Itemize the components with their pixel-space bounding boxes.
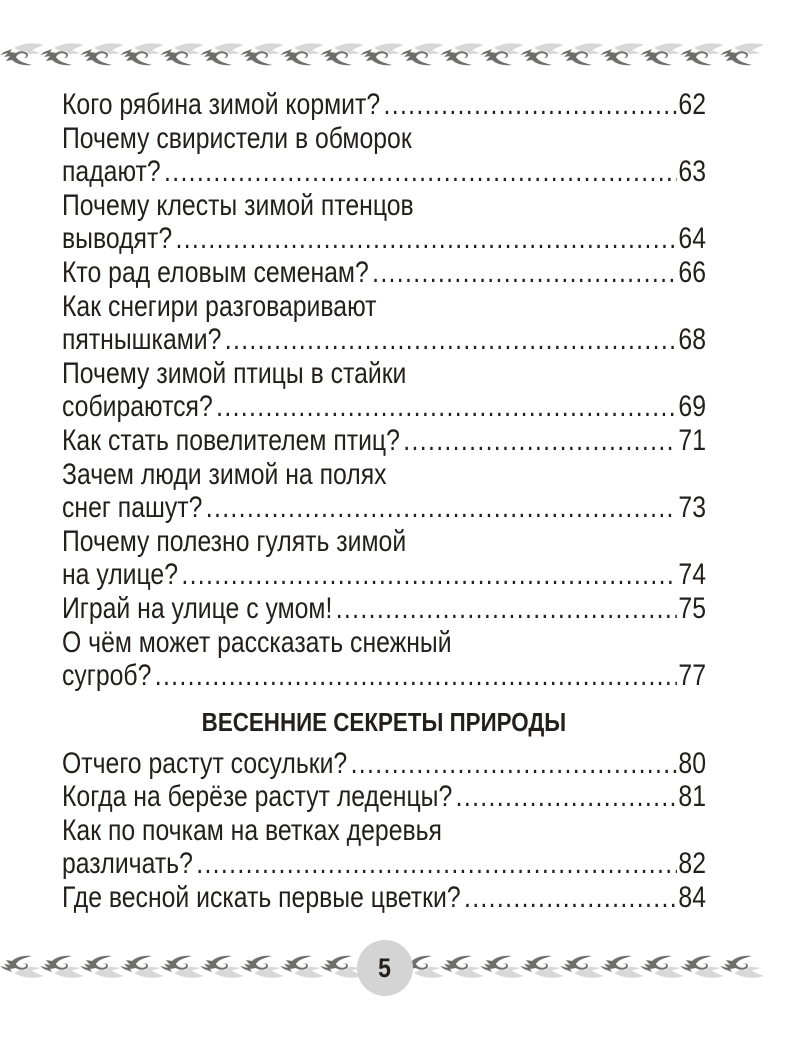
dot-leader — [155, 659, 677, 693]
dot-leader — [464, 881, 677, 915]
toc-entry-birch-candy[interactable] — [62, 780, 706, 814]
toc-entry-title: Где весной искать первые цветки? — [62, 881, 461, 915]
toc-page-number: 84 — [678, 881, 707, 915]
toc-page-number: 62 — [678, 88, 707, 121]
toc-entry-title: Почему свиристели в обморок — [62, 121, 412, 155]
dot-leader — [216, 390, 677, 424]
toc-entry-flocks[interactable] — [62, 390, 706, 424]
page-number: 5 — [378, 953, 392, 983]
toc-entry-title: О чём может рассказать снежный — [62, 625, 452, 659]
toc-entry-title: Когда на берёзе растут леденцы? — [62, 780, 453, 814]
toc-entry-winter-walks-line1[interactable] — [62, 525, 706, 559]
toc-entry-title: Отчего растут сосульки? — [62, 746, 348, 780]
dot-leader — [206, 491, 677, 525]
table-of-contents — [62, 88, 706, 915]
toc-entry-bird-master[interactable] — [62, 424, 706, 458]
toc-page-number: 74 — [678, 558, 707, 592]
toc-entry-play-smart[interactable] — [62, 592, 706, 626]
toc-entry-title: Играй на улице с умом! — [62, 591, 333, 625]
toc-entry-title-cont: собираются? — [62, 390, 213, 424]
toc-entry-title: Почему зимой птицы в стайки — [62, 356, 407, 390]
toc-entry-title: Кого рябина зимой кормит? — [62, 88, 381, 121]
dot-leader — [383, 88, 676, 122]
toc-entry-tree-buds[interactable] — [62, 847, 706, 881]
toc-page-number: 80 — [678, 746, 707, 780]
toc-page-number: 68 — [678, 323, 707, 357]
toc-entry-snowdrift-line1[interactable] — [62, 626, 706, 660]
toc-entry-waxwings[interactable] — [62, 155, 706, 189]
dot-leader — [175, 222, 676, 256]
section-heading-spring — [62, 697, 706, 747]
toc-entry-bullfinches-line1[interactable] — [62, 290, 706, 324]
dot-leader — [372, 256, 677, 290]
toc-entry-icicles[interactable] — [62, 747, 706, 781]
section-heading-text: ВЕСЕННИЕ СЕКРЕТЫ ПРИРОДЫ — [201, 706, 567, 737]
toc-page-number: 82 — [678, 847, 707, 881]
toc-page-number: 77 — [678, 659, 707, 693]
toc-page-number: 75 — [678, 591, 707, 625]
toc-entry-tree-buds-line1[interactable] — [62, 814, 706, 848]
toc-entry-title-cont: на улице? — [62, 558, 178, 592]
toc-entry-snowdrift[interactable] — [62, 659, 706, 693]
toc-entry-title-cont: выводят? — [62, 222, 173, 256]
toc-entry-title: Как стать повелителем птиц? — [62, 423, 400, 457]
dot-leader — [164, 155, 677, 189]
toc-entry-crossbills[interactable] — [62, 222, 706, 256]
toc-entry-flocks-line1[interactable] — [62, 357, 706, 391]
toc-entry-title: Как по почкам на ветках деревья — [62, 813, 442, 847]
toc-entry-winter-walks[interactable] — [62, 558, 706, 592]
dot-leader — [181, 558, 676, 592]
toc-entry-crossbills-line1[interactable] — [62, 189, 706, 223]
toc-entry-title: Зачем люди зимой на полях — [62, 457, 387, 491]
decorative-wave-border-top — [0, 42, 770, 68]
toc-entry-snow-plowing[interactable] — [62, 491, 706, 525]
toc-entry-first-flowers[interactable] — [62, 881, 706, 915]
toc-entry-bullfinches[interactable] — [62, 323, 706, 357]
toc-entry-rowan[interactable] — [62, 88, 706, 122]
toc-entry-title: Почему клесты зимой птенцов — [62, 188, 414, 222]
toc-entry-title-cont: пятнышками? — [62, 323, 222, 357]
toc-page-number: 63 — [678, 155, 707, 189]
toc-entry-title: Почему полезно гулять зимой — [62, 524, 407, 558]
dot-leader — [336, 592, 677, 626]
toc-page-number: 71 — [678, 423, 707, 457]
toc-entry-waxwings-line1[interactable] — [62, 122, 706, 156]
dot-leader — [403, 424, 676, 458]
toc-page-number: 66 — [678, 255, 707, 289]
toc-entry-title-cont: снег пашут? — [62, 491, 203, 525]
toc-entry-title: Как снегири разговаривают — [62, 289, 377, 323]
toc-page-number: 81 — [678, 780, 707, 814]
toc-entry-snow-plowing-line1[interactable] — [62, 458, 706, 492]
toc-entry-title: Кто рад еловым семенам? — [62, 255, 369, 289]
toc-entry-title-cont: сугроб? — [62, 659, 152, 693]
dot-leader — [225, 323, 677, 357]
toc-page-number: 69 — [678, 390, 707, 424]
dot-leader — [351, 747, 677, 781]
page-number-badge — [357, 940, 413, 996]
dot-leader — [456, 780, 677, 814]
dot-leader — [196, 847, 677, 881]
toc-page-number: 73 — [678, 491, 707, 525]
wave-pattern — [0, 43, 764, 65]
toc-entry-title-cont: падают? — [62, 155, 161, 189]
toc-page-number: 64 — [678, 222, 707, 256]
toc-entry-spruce-seeds[interactable] — [62, 256, 706, 290]
toc-entry-title-cont: различать? — [62, 847, 193, 881]
